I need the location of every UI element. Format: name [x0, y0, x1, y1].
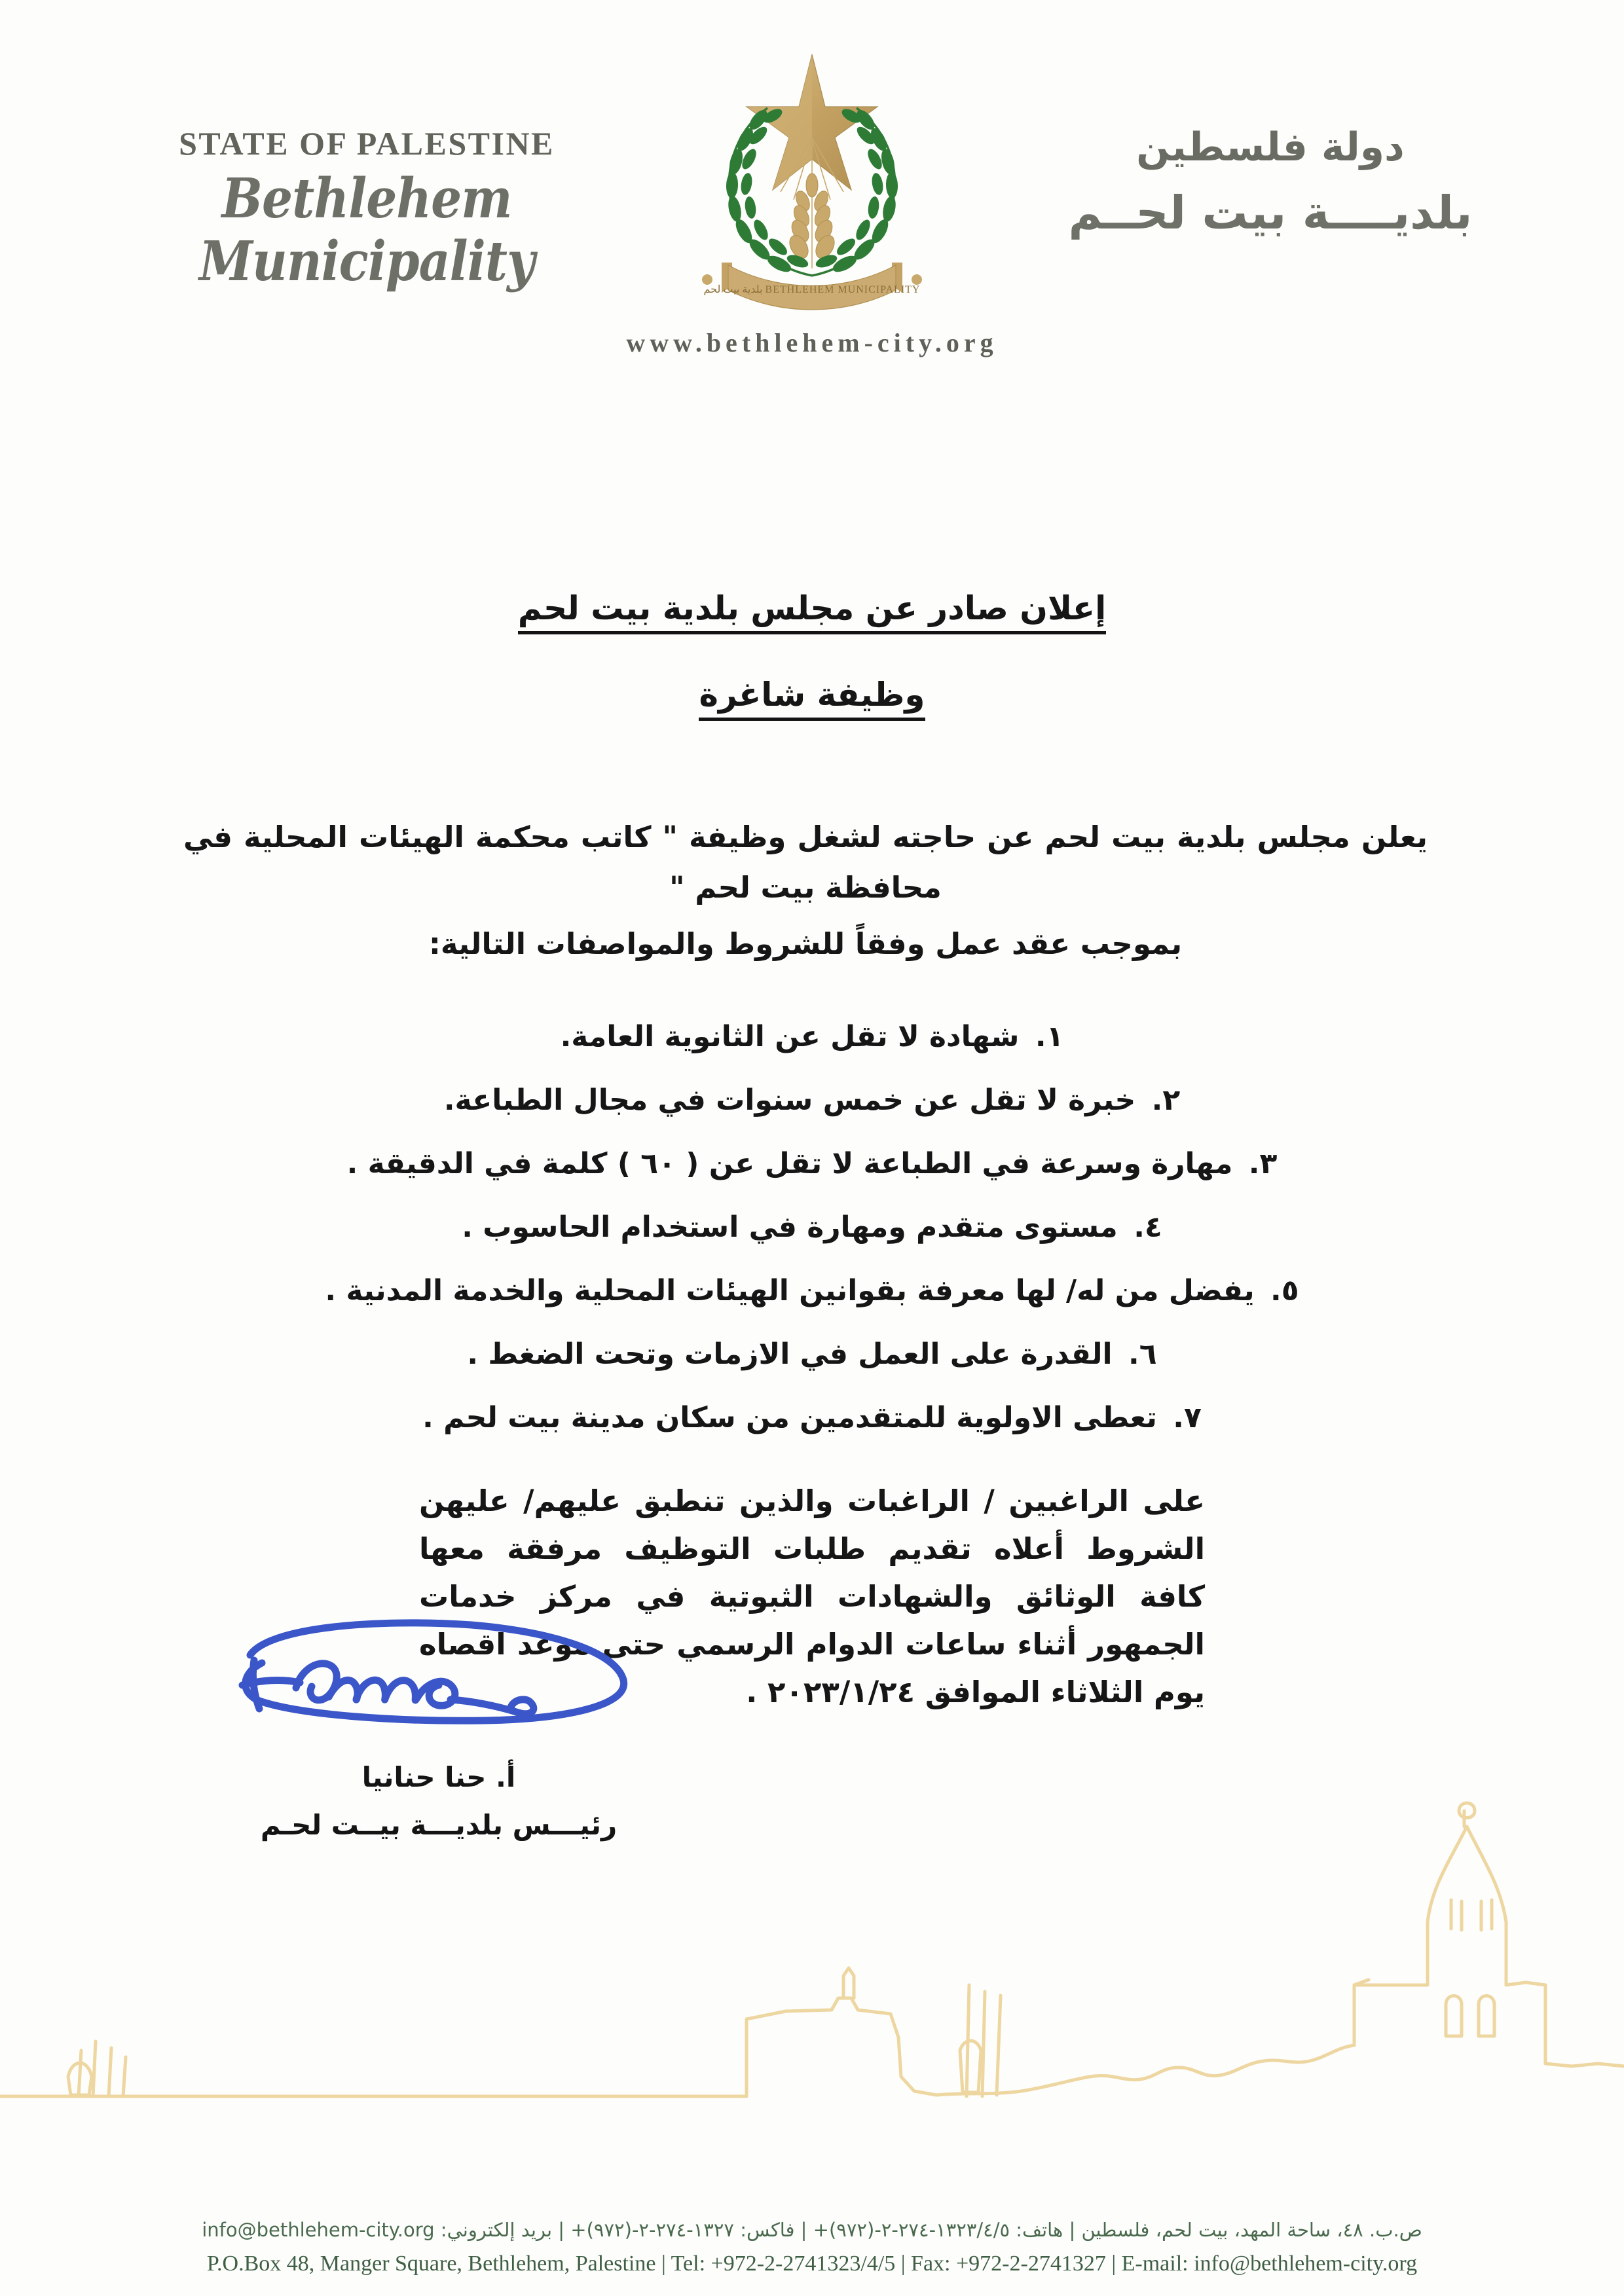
page-title	[0, 589, 1624, 627]
list-item-number: ٣.	[1248, 1147, 1278, 1181]
handwritten-signature	[223, 1617, 655, 1755]
page-subtitle	[0, 676, 1624, 714]
bethlehem-municipality-label-arabic: بلديــــة بيت لحــم	[1068, 186, 1473, 240]
letterhead-english	[98, 124, 635, 294]
list-item-text: شهادة لا تقل عن الثانوية العامة.	[560, 1020, 1020, 1054]
letterhead-arabic	[989, 124, 1552, 240]
signatory-role: رئيـــس بلديـــة بيــت لحـم	[260, 1809, 618, 1841]
intro-line-2: بموجب عقد عمل وفقاً للشروط والمواصفات التالية:	[428, 926, 1183, 961]
crest-svg	[681, 36, 943, 311]
closing-paragraph: على الراغبين / الراغبات والذين تنطبق عليهم/ عليهن الشروط أعلاه تقديم طلبات التوظيف مرفقة معها كافة الوثائق والشهادات الثبوتية في مركز خدمات الجمهور أثناء ساعات الدوام الرسمي حتى موعد اقصاه يوم الثلاثاء الموافق ٢٠٢٣/١/٢٤ .	[419, 1484, 1205, 1709]
letterhead	[0, 0, 1624, 406]
list-item	[0, 1338, 1624, 1371]
requirements-list	[0, 1020, 1624, 1434]
page-title-text: إعلان صادر عن مجلس بلدية بيت لحم	[518, 589, 1106, 634]
page-footer	[0, 2219, 1624, 2276]
list-item	[0, 1211, 1624, 1244]
list-item-number: ٢.	[1151, 1084, 1181, 1118]
list-item-text: تعطى الاولوية للمتقدمين من سكان مدينة بيت لحم .	[422, 1401, 1157, 1435]
page-subtitle-text: وظيفة شاغرة	[699, 676, 925, 721]
state-of-palestine-label: STATE OF PALESTINE	[179, 125, 555, 162]
list-item	[0, 1147, 1624, 1180]
list-item	[0, 1274, 1624, 1307]
intro-paragraph	[0, 812, 1624, 969]
footer-contact-english: P.O.Box 48, Manger Square, Bethlehem, Palestine | Tel: +972-2-2741323/4/5 | Fax: +972-2-2741327 | E-mail: info@bethlehem-city.org	[206, 2251, 1418, 2276]
crest-banner-text: بلدية بيت لحم BETHLEHEM MUNICIPALITY	[703, 284, 921, 295]
intro-line-1: يعلن مجلس بلدية بيت لحم عن حاجته لشغل وظيفة " كاتب محكمة الهيئات المحلية في محافظة بيت لحم "	[183, 820, 1428, 905]
document-content	[0, 589, 1624, 1717]
list-item-text: القدرة على العمل في الازمات وتحت الضغط .	[467, 1338, 1113, 1372]
bethlehem-skyline-watermark	[0, 1789, 1624, 2155]
list-item	[0, 1020, 1624, 1053]
bethlehem-municipality-label: Bethlehem Municipality	[199, 167, 534, 294]
website-url[interactable]: www.bethlehem-city.org	[626, 328, 998, 357]
list-item-text: يفضل من له/ لها معرفة بقوانين الهيئات المحلية والخدمة المدنية .	[325, 1274, 1255, 1308]
signatory-name: أ. حنا حنانيا	[361, 1761, 516, 1793]
list-item	[0, 1084, 1624, 1117]
signature-block	[144, 1617, 733, 1841]
municipality-crest-logo	[681, 36, 943, 311]
list-item-number: ١.	[1035, 1020, 1064, 1054]
list-item-text: خبرة لا تقل عن خمس سنوات في مجال الطباعة.	[443, 1084, 1136, 1118]
list-item-text: مهارة وسرعة في الطباعة لا تقل عن ( ٦٠ ) كلمة في الدقيقة .	[346, 1147, 1233, 1181]
list-item-number: ٦.	[1128, 1338, 1157, 1372]
list-item-number: ٥.	[1270, 1274, 1299, 1308]
state-of-palestine-label-arabic: دولة فلسطين	[1136, 124, 1405, 170]
list-item-number: ٤.	[1134, 1211, 1162, 1245]
crest-banner-ribbon	[702, 263, 922, 310]
list-item-number: ٧.	[1173, 1401, 1202, 1435]
list-item	[0, 1401, 1624, 1434]
list-item-text: مستوى متقدم ومهارة في استخدام الحاسوب .	[462, 1211, 1118, 1245]
footer-contact-arabic: ص.ب. ٤٨، ساحة المهد، بيت لحم، فلسطين | هاتف: ١٣٢٣/٤/٥-٢٧٤-٢-(٩٧٢)+ | فاكس: ١٣٢٧-٢٧٤-٢-(٩٧٢)+ | بريد إلكتروني: info@bethlehem-city.org	[202, 2219, 1422, 2241]
